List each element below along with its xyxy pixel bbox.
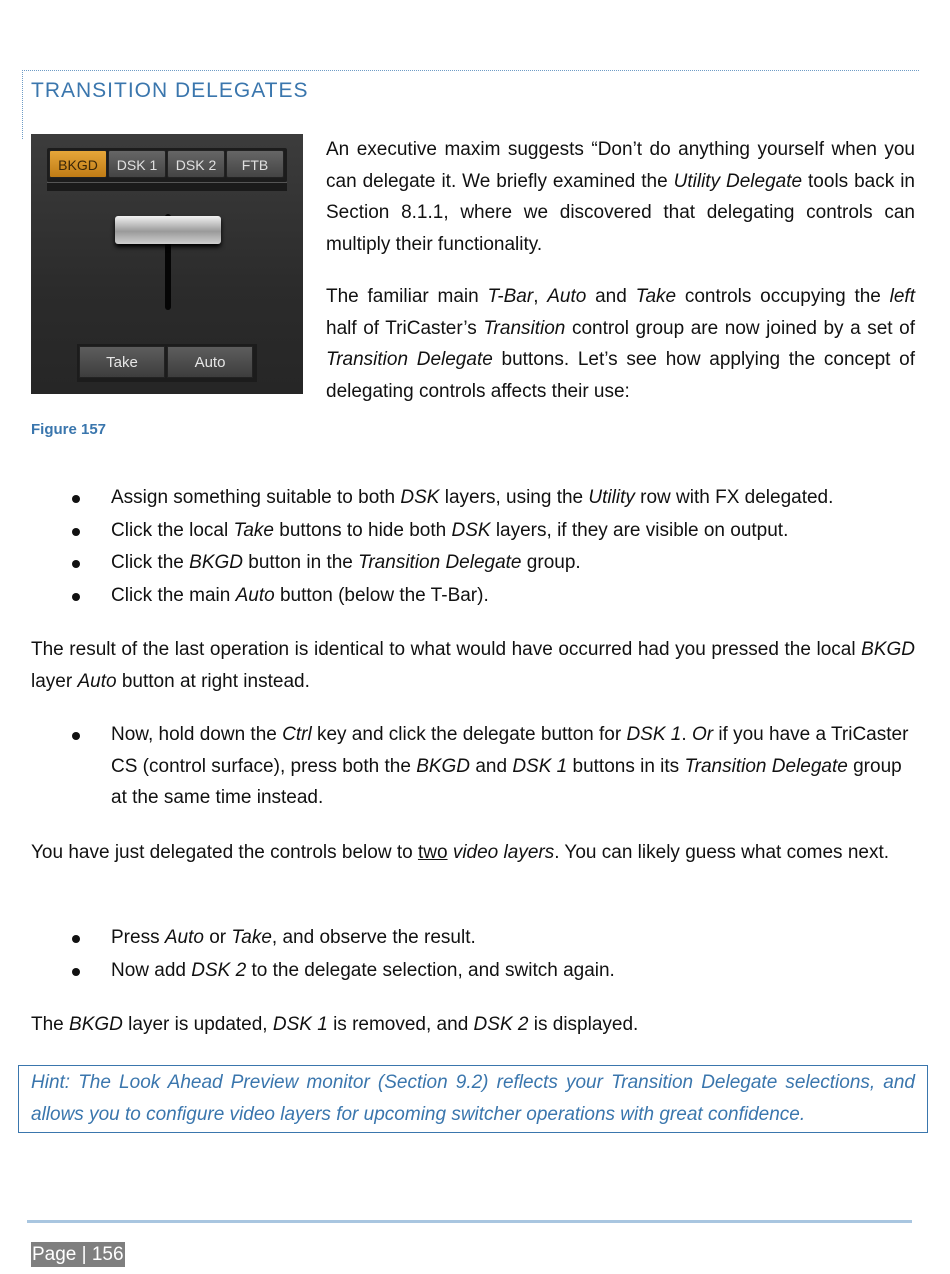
delegate-button-row	[47, 148, 287, 182]
section-heading: TRANSITION DELEGATES	[31, 79, 309, 102]
ftb-delegate-button: FTB	[226, 150, 284, 178]
dsk1-delegate-button: DSK 1	[108, 150, 166, 178]
figure-transition-panel	[31, 134, 303, 394]
take-auto-row	[77, 344, 257, 382]
delegate-strip	[47, 182, 287, 191]
bullet-icon	[72, 560, 80, 568]
list-item: Now add DSK 2 to the delegate selection, and switch again.	[31, 955, 915, 988]
delegated-paragraph: You have just delegated the controls below to two video layers. You can likely guess what comes next.	[31, 842, 890, 863]
steps-list-1	[31, 482, 915, 612]
bullet-icon	[72, 732, 80, 740]
page-number: Page | 156	[32, 1244, 124, 1265]
bullet-icon	[72, 935, 80, 943]
list-item: Now, hold down the Ctrl key and click the delegate button for DSK 1. Or if you have a TriCaster CS (control surface), press both the BKGD and DSK 1 buttons in its Transition Delegate group at the same time instead.	[31, 719, 915, 814]
bullet-icon	[72, 968, 80, 976]
list-item: Press Auto or Take, and observe the result.	[31, 922, 915, 955]
intro-paragraph: An executive maxim suggests “Don’t do anything yourself when you can delegate it. We briefly examined the Utility Delegate tools back in Section 8.1.1, where we discovered that delegating controls can multiply their functionality.	[326, 139, 915, 255]
bullet-icon	[72, 495, 80, 503]
footer-rule	[27, 1220, 912, 1223]
list-item: Click the BKGD button in the Transition Delegate group.	[31, 547, 915, 580]
take-button: Take	[79, 346, 165, 378]
auto-button: Auto	[167, 346, 253, 378]
tbar-paragraph: The familiar main T-Bar, Auto and Take controls occupying the left half of TriCaster’s Transition control group are now joined by a set of Transition Delegate buttons. Let’s see how applying the concept of delegating controls affects their use:	[326, 286, 916, 402]
dsk2-delegate-button: DSK 2	[167, 150, 225, 178]
result-paragraph: The result of the last operation is identical to what would have occurred had you pressed the local BKGD layer Auto button at right instead.	[31, 639, 915, 692]
bullet-icon	[72, 593, 80, 601]
list-item: Assign something suitable to both DSK layers, using the Utility row with FX delegated.	[31, 482, 915, 515]
bkgd-delegate-button: BKGD	[49, 150, 107, 178]
figure-caption: Figure 157	[31, 421, 107, 438]
bullet-icon	[72, 528, 80, 536]
steps-list-2	[31, 719, 915, 814]
hint-text: Hint: The Look Ahead Preview monitor (Section 9.2) reflects your Transition Delegate selections, and allows you to configure video layers for upcoming switcher operations with great confidence.	[31, 1072, 915, 1125]
list-item: Click the local Take buttons to hide both DSK layers, if they are visible on output.	[31, 515, 915, 548]
list-item: Click the main Auto button (below the T-Bar).	[31, 580, 915, 613]
tbar-handle	[115, 216, 221, 244]
updated-paragraph: The BKGD layer is updated, DSK 1 is removed, and DSK 2 is displayed.	[31, 1014, 639, 1035]
steps-list-3	[31, 922, 915, 987]
